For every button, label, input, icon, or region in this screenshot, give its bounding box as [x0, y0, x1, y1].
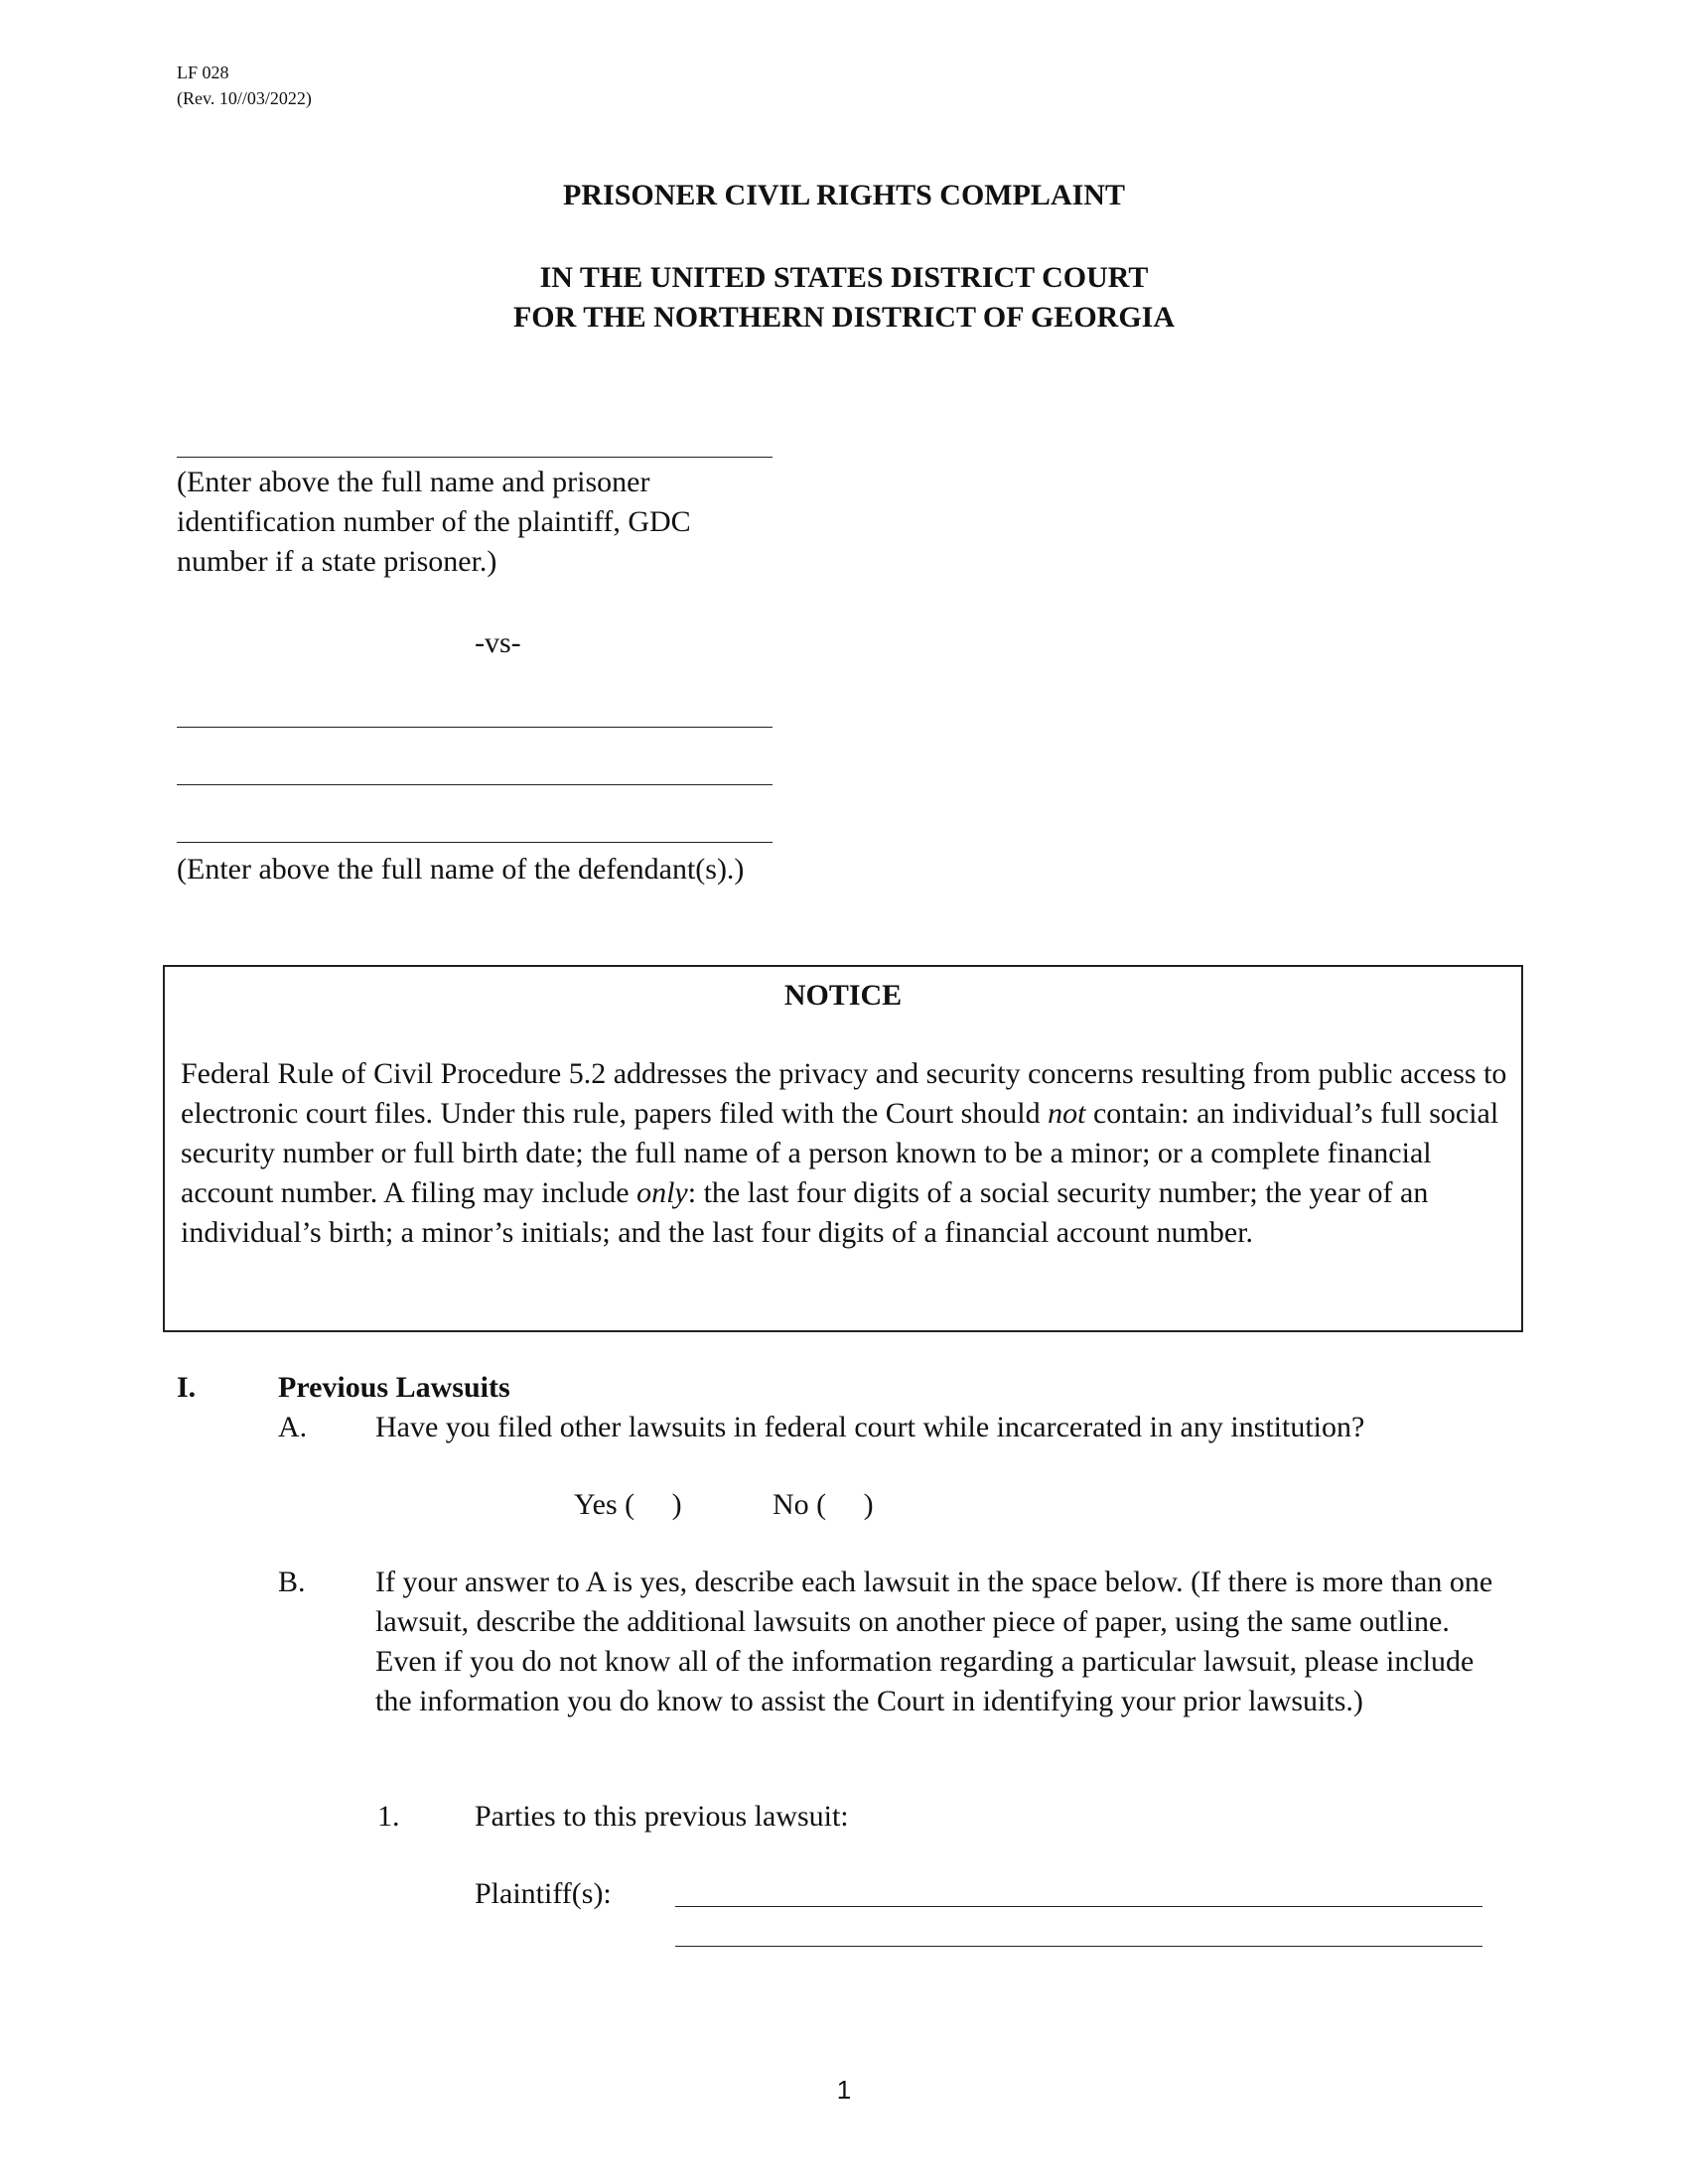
document-title: PRISONER CIVIL RIGHTS COMPLAINT	[563, 179, 1125, 211]
notice-text: : the last four digits of a social security number; the year of an individual’s birth; a minor’s initials; and the last four digits of a financial account number.	[181, 1176, 1429, 1249]
notice-title: NOTICE	[783, 979, 903, 1012]
question-b-text: If your answer to A is yes, describe each lawsuit in the space below. (If there is more than one lawsuit, describe the additional lawsuits on another piece of paper, using the same outline. Even if you do not know all of the information regarding a particular lawsuit, please include the information you do know to assist the Court in identifying your prior lawsuits.)	[375, 1566, 1493, 1717]
plaintiff-instruction	[177, 463, 792, 582]
defendant-name-line[interactable]	[177, 842, 773, 843]
no-checkbox[interactable]: No ( )	[773, 1488, 874, 1521]
question-a-text: Have you filed other lawsuits in federal court while incarcerated in any institution?	[375, 1411, 1365, 1443]
form-number: LF 028	[177, 63, 229, 82]
page-number: 1	[836, 2075, 852, 2105]
court-line-1: IN THE UNITED STATES DISTRICT COURT	[539, 261, 1149, 294]
notice-text: Federal Rule of Civil Procedure 5.2 addresses the privacy and security concerns resulting from public access to electronic court files. Under this rule, papers filed with the Court should	[181, 1057, 1507, 1130]
defendant-instruction: (Enter above the full name of the defendant(s).)	[177, 853, 745, 886]
plaintiff-instruction-line: identification number of the plaintiff, GDC	[177, 505, 691, 538]
item-1-number: 1.	[377, 1800, 400, 1833]
plaintiff-instruction-line: number if a state prisoner.)	[177, 545, 497, 578]
plaintiff-instruction-line: (Enter above the full name and prisoner	[177, 466, 650, 498]
notice-emphasis-only: only	[636, 1176, 688, 1209]
form-revision: (Rev. 10//03/2022)	[177, 88, 312, 108]
defendant-name-line[interactable]	[177, 727, 773, 728]
yes-checkbox[interactable]: Yes ( )	[574, 1488, 682, 1521]
section-numeral: I.	[177, 1371, 197, 1404]
form-id-block	[177, 60, 312, 111]
defendant-name-line[interactable]	[177, 784, 773, 785]
plaintiff-name-line[interactable]	[177, 457, 773, 458]
question-b-label: B.	[278, 1566, 306, 1598]
privacy-notice-box	[163, 965, 1523, 1332]
section-heading: Previous Lawsuits	[278, 1371, 510, 1404]
court-line-2: FOR THE NORTHERN DISTRICT OF GEORGIA	[512, 301, 1175, 334]
court-heading	[0, 258, 1688, 338]
notice-text: contain: an individual’s full social security number or full birth date; the full name of a person known to be a minor; or a complete financial account number. A filing may include	[181, 1097, 1499, 1209]
versus-label: -vs-	[475, 626, 521, 659]
question-a-label: A.	[278, 1411, 308, 1443]
item-1-text: Parties to this previous lawsuit:	[475, 1800, 849, 1833]
plaintiffs-label: Plaintiff(s):	[475, 1877, 612, 1910]
plaintiffs-entry-line[interactable]	[675, 1906, 1482, 1907]
notice-body	[181, 1054, 1511, 1253]
notice-emphasis-not: not	[1048, 1097, 1086, 1130]
plaintiffs-entry-line[interactable]	[675, 1946, 1482, 1947]
